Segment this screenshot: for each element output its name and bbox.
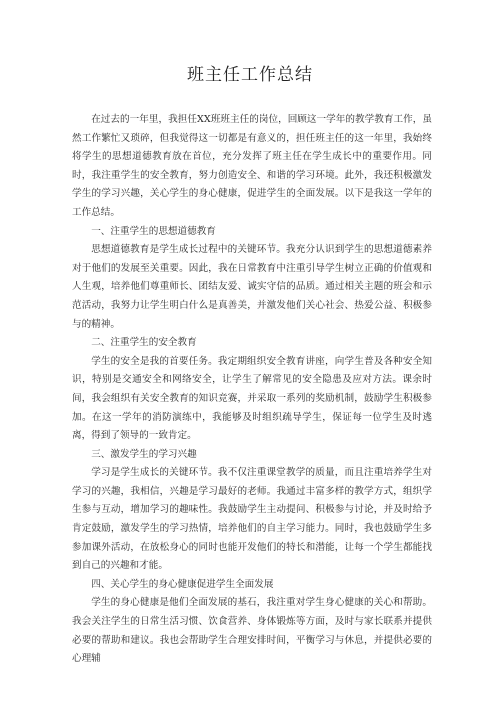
section-heading-1: 一、注重学生的思想道德教育 <box>91 225 216 237</box>
section-heading-3: 三、激发学生的学习兴趣 <box>91 448 197 460</box>
section-paragraph-1: 思想道德教育是学生成长过程中的关键环节。我充分认识到学生的思想道德素养对于他们的发展至关重要。因此，我在日常教育中注重引导学生树立正确的价值观和人生观，培养他们尊重师长、团结友爱、诚实守信的品质。通过相关主题的班会和示范活动，我努力让学生明白什么是真善美，并激发他们关心社会、热爱公益、积极参与的精神。 <box>72 244 432 330</box>
section-paragraph-2: 学生的安全是我的首要任务。我定期组织安全教育讲座，向学生普及各种安全知识，特别是交通安全和网络安全，让学生了解常见的安全隐患及应对方法。课余时间，我会组织有关安全教育的知识竞赛，并采取一系列的奖励机制，鼓励学生积极参加。在这一学年的消防演练中，我能够及时组织疏导学生，保证每一位学生及时逃离，得到了领导的一致肯定。 <box>72 355 432 442</box>
document-body <box>72 111 432 669</box>
intro-paragraph: 在过去的一年里，我担任XX班班主任的岗位，回顾这一学年的教学教育工作，虽然工作繁忙又琐碎，但我觉得这一切都是有意义的，担任班主任的这一年里，我始终将学生的思想道德教育放在首位，充分发挥了班主任在学生成长中的重要作用。同时，我注重学生的安全教育，努力创造安全、和谐的学习环境。此外，我还积极激发学生的学习兴趣，关心学生的身心健康，促进学生的全面发展。以下是我这一学年的工作总结。 <box>72 114 432 218</box>
section-paragraph-4: 学生的身心健康是他们全面发展的基石，我注重对学生身心健康的关心和帮助。我会关注学生的日常生活习惯、饮食营养、身体锻炼等方面，及时与家长联系并提供必要的帮助和建议。我也会帮助学生合理安排时间，平衡学习与休息，并提供必要的心理辅 <box>72 597 432 665</box>
section-heading-2: 二、注重学生的安全教育 <box>91 337 197 349</box>
document-title: 班主任工作总结 <box>187 65 313 85</box>
section-heading-4: 四、关心学生的身心健康促进学生全面发展 <box>91 578 274 590</box>
section-paragraph-3: 学习是学生成长的关键环节。我不仅注重课堂教学的质量，而且注重培养学生对学习的兴趣，我相信，兴趣是学习最好的老师。我通过丰富多样的教学方式，组织学生参与互动，增加学习的趣味性。我鼓励学生主动提问、积极参与讨论，并及时给予肯定鼓励，激发学生的学习热情，培养他们的自主学习能力。同时，我也鼓励学生多参加课外活动，在放松身心的同时也能开发他们的特长和潜能，让每一个学生都能找到自己的兴趣和才能。 <box>72 467 432 572</box>
